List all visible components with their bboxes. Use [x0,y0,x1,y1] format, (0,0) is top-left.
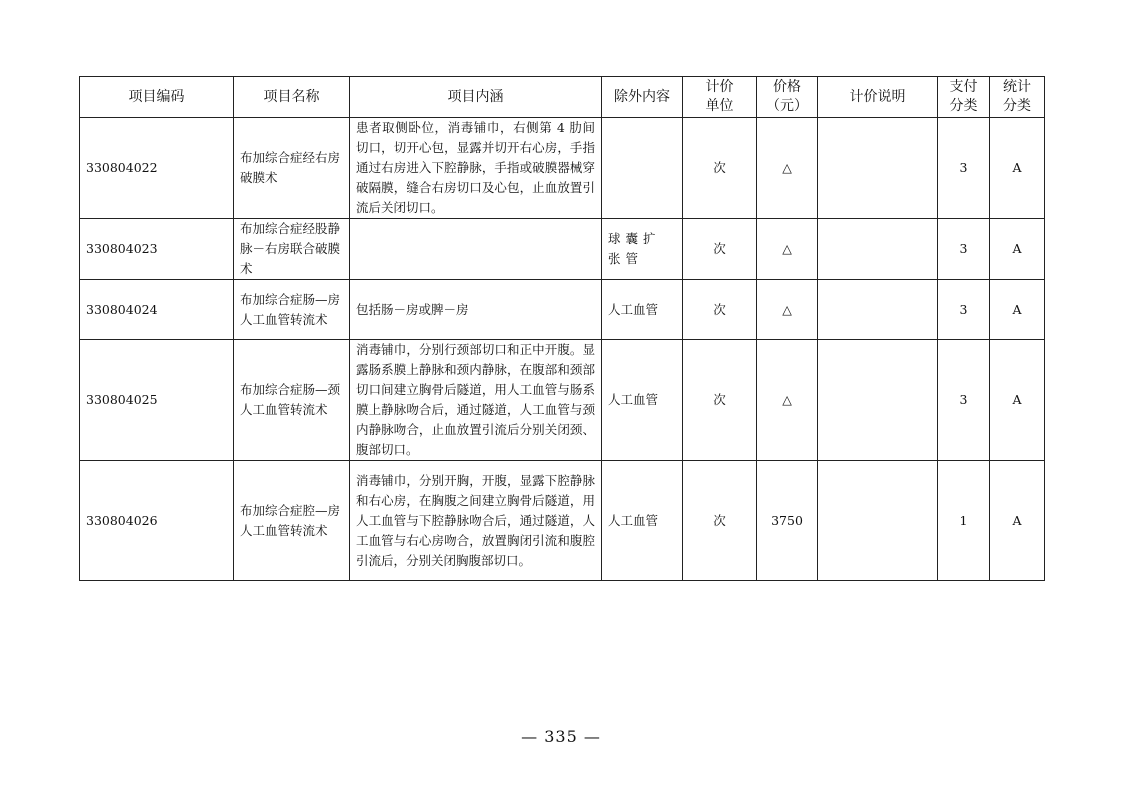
cell-unit: 次 [683,340,757,461]
cell-stat: A [990,219,1045,280]
cell-name: 布加综合症经右房破膜术 [234,118,350,219]
cell-unit: 次 [683,118,757,219]
cell-exclusion: 人工血管 [602,340,683,461]
cell-unit: 次 [683,280,757,340]
cell-code: 330804023 [80,219,234,280]
table-row [80,219,1045,280]
cell-stat: A [990,280,1045,340]
header-row [80,77,1045,118]
cell-exclusion: 人工血管 [602,461,683,581]
cell-code: 330804026 [80,461,234,581]
cell-note [818,219,938,280]
cell-stat: A [990,461,1045,581]
page-number: — 335 — [521,727,601,746]
cell-note [818,280,938,340]
cell-content: 消毒铺巾，分别行颈部切口和正中开腹。显露肠系膜上静脉和颈内静脉，在腹部和颈部切口间建立胸骨后隧道，用人工血管与肠系膜上静脉吻合后，通过隧道，人工血管与颈内静脉吻合，止血放置引流后分别关闭颈、腹部切口。 [350,340,602,461]
cell-exclusion: 球囊扩张管 [602,219,683,280]
cell-code: 330804025 [80,340,234,461]
cell-note [818,461,938,581]
header-unit: 计价 单位 [683,77,757,118]
cell-unit: 次 [683,219,757,280]
cell-note [818,118,938,219]
cell-stat: A [990,118,1045,219]
table-row [80,118,1045,219]
cell-name: 布加综合症肠—房人工血管转流术 [234,280,350,340]
cell-unit: 次 [683,461,757,581]
header-price: 价格 （元） [757,77,818,118]
header-payment: 支付 分类 [938,77,990,118]
cell-content: 包括肠－房或脾－房 [350,280,602,340]
cell-name: 布加综合症肠—颈人工血管转流术 [234,340,350,461]
header-code: 项目编码 [80,77,234,118]
cell-payment: 3 [938,280,990,340]
fee-table [79,76,1045,581]
cell-note [818,340,938,461]
cell-exclusion: 人工血管 [602,280,683,340]
cell-price: △ [757,118,818,219]
cell-price: △ [757,340,818,461]
cell-payment: 3 [938,118,990,219]
header-note: 计价说明 [818,77,938,118]
table-row [80,461,1045,581]
cell-content: 患者取侧卧位，消毒铺巾，右侧第 4 肋间切口，切开心包，显露并切开右心房，手指通过右房进入下腔静脉，手指或破膜器械穿破隔膜，缝合右房切口及心包，止血放置引流后关闭切口。 [350,118,602,219]
cell-content [350,219,602,280]
table-row [80,340,1045,461]
cell-name: 布加综合症经股静脉－右房联合破膜术 [234,219,350,280]
cell-exclusion [602,118,683,219]
header-content: 项目内涵 [350,77,602,118]
cell-payment: 3 [938,219,990,280]
cell-price: △ [757,219,818,280]
header-stat: 统计 分类 [990,77,1045,118]
header-exclusion: 除外内容 [602,77,683,118]
cell-stat: A [990,340,1045,461]
cell-content: 消毒铺巾，分别开胸，开腹，显露下腔静脉和右心房，在胸腹之间建立胸骨后隧道，用人工血管与下腔静脉吻合后，通过隧道，人工血管与右心房吻合，放置胸闭引流和腹腔引流后，分别关闭胸腹部切口。 [350,461,602,581]
cell-payment: 3 [938,340,990,461]
cell-price: 3750 [757,461,818,581]
cell-code: 330804024 [80,280,234,340]
cell-name: 布加综合症腔—房人工血管转流术 [234,461,350,581]
cell-price: △ [757,280,818,340]
cell-code: 330804022 [80,118,234,219]
cell-payment: 1 [938,461,990,581]
header-name: 项目名称 [234,77,350,118]
table-row [80,280,1045,340]
